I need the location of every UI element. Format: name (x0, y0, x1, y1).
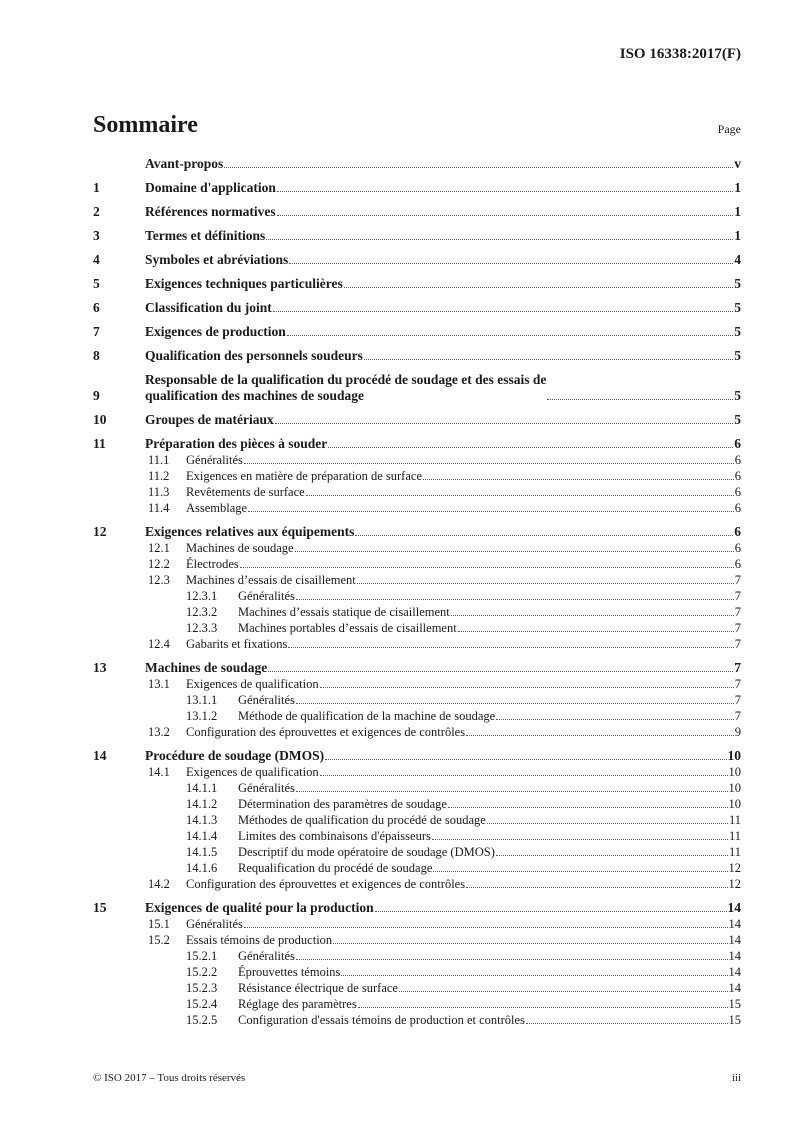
toc-entry-number: 10 (93, 412, 107, 427)
dot-leader (296, 703, 734, 704)
dot-leader (325, 759, 726, 760)
toc-entry[interactable] (93, 204, 741, 220)
toc-entry-number: 12.3 (148, 573, 170, 587)
toc-entry-page: 7 (734, 677, 741, 691)
toc-entry-title: Méthode de qualification de la machine de soudage (238, 709, 496, 723)
toc-entry-page: 14 (728, 917, 741, 931)
toc-entry-title: Responsable de la qualification du procédé de soudage et des essais de qualification des machines de soudage (145, 372, 547, 403)
toc-entry-title: Assemblage (186, 501, 248, 515)
toc-entry-page: 6 (734, 469, 741, 483)
page-column-label: Page (717, 122, 741, 136)
dot-leader (277, 215, 734, 216)
toc-entry-page: 6 (734, 436, 741, 451)
dot-leader (496, 855, 728, 856)
toc-entry-title: Machines d’essais statique de cisaillement (238, 605, 450, 619)
toc-entry[interactable] (93, 604, 741, 620)
toc-entry-page: 6 (734, 453, 741, 467)
toc-entry-title: Exigences de production (145, 324, 286, 339)
dot-leader (451, 615, 734, 616)
dot-leader (287, 335, 733, 336)
toc-entry[interactable] (93, 156, 741, 172)
dot-leader (526, 1023, 728, 1024)
toc-entry-number: 14.1.3 (186, 813, 218, 827)
toc-entry-number: 14.1 (148, 765, 170, 779)
toc-entry-title: Requalification du procédé de soudage (238, 861, 433, 875)
toc-entry[interactable] (93, 348, 741, 364)
toc-entry-page: 14 (728, 949, 741, 963)
dot-leader (248, 511, 734, 512)
toc-entry-page: 11 (728, 845, 741, 859)
toc-entry-page: 4 (734, 252, 741, 267)
toc-entry-title: Préparation des pièces à souder (145, 436, 328, 451)
toc-entry-page: 7 (734, 709, 741, 723)
toc-entry[interactable] (93, 828, 741, 844)
toc-entry-number: 14.1.4 (186, 829, 218, 843)
toc-entry-number: 13.1.2 (186, 709, 218, 723)
toc-entry-title: Exigences de qualification (186, 677, 319, 691)
dot-leader (487, 823, 728, 824)
toc-entry-number: 12.3.3 (186, 621, 218, 635)
toc-entry[interactable] (93, 540, 741, 556)
toc-entry-number: 4 (93, 252, 100, 267)
dot-leader (328, 447, 733, 448)
toc-entry-title: Éprouvettes témoins (238, 965, 341, 979)
toc-entry[interactable] (93, 452, 741, 468)
toc-entry[interactable] (93, 300, 741, 316)
toc-entry-page: 7 (734, 589, 741, 603)
toc-entry[interactable] (93, 860, 741, 876)
toc-entry[interactable] (93, 692, 741, 708)
toc-entry-page: 6 (734, 501, 741, 515)
toc-entry-title: Réglage des paramètres (238, 997, 357, 1011)
dot-leader (341, 975, 727, 976)
toc-entry[interactable] (93, 484, 741, 500)
dot-leader (433, 871, 727, 872)
dot-leader (268, 671, 733, 672)
toc-entry-title: Résistance électrique de surface (238, 981, 398, 995)
toc-entry-title: Références normatives (145, 204, 276, 219)
toc-entry-title: Détermination des paramètres de soudage (238, 797, 447, 811)
toc-entry-title: Symboles et abréviations (145, 252, 289, 267)
dot-leader (296, 959, 728, 960)
toc-entry-title: Généralités (186, 917, 243, 931)
dot-leader (244, 927, 728, 928)
toc-entry[interactable] (93, 748, 741, 764)
dot-leader (296, 791, 728, 792)
toc-entry[interactable] (93, 228, 741, 244)
toc-entry-number: 11 (93, 436, 106, 451)
toc-entry[interactable] (93, 964, 741, 980)
toc-entry-number: 13.1.1 (186, 693, 218, 707)
toc-entry-number: 14.1.6 (186, 861, 218, 875)
toc-entry-title: Généralités (238, 589, 295, 603)
toc-entry[interactable] (93, 252, 741, 268)
toc-entry-title: Configuration des éprouvettes et exigences de contrôles (186, 725, 466, 739)
toc-entry-title: Limites des combinaisons d'épaisseurs (238, 829, 431, 843)
toc-entry-title: Avant-propos (145, 156, 224, 171)
toc-entry-page: 1 (734, 204, 741, 219)
toc-entry-number: 15.2 (148, 933, 170, 947)
toc-entry-title: Électrodes (186, 557, 239, 571)
document-id: ISO 16338:2017(F) (619, 46, 741, 62)
toc-entry-page: 7 (734, 573, 741, 587)
toc-entry-page: 7 (734, 605, 741, 619)
dot-leader (275, 423, 734, 424)
toc-entry[interactable] (93, 724, 741, 740)
dot-leader (399, 991, 728, 992)
toc-entry-page: 7 (734, 693, 741, 707)
toc-entry-page: 1 (734, 228, 741, 243)
toc-entry-title: Termes et définitions (145, 228, 266, 243)
toc-entry-number: 14.2 (148, 877, 170, 891)
toc-entry-page: 15 (728, 997, 741, 1011)
toc-entry[interactable] (93, 948, 741, 964)
toc-entry-title: Exigences techniques particulières (145, 276, 343, 291)
toc-entry-title: Domaine d'application (145, 180, 276, 195)
toc-entry[interactable] (93, 180, 741, 196)
toc-entry-title: Méthodes de qualification du procédé de soudage (238, 813, 486, 827)
toc-entry[interactable] (93, 436, 741, 452)
toc-entry-page: 10 (728, 765, 741, 779)
toc-entry-page: 10 (728, 797, 741, 811)
toc-entry[interactable] (93, 468, 741, 484)
toc-entry-number: 14.1.1 (186, 781, 218, 795)
toc-entry-page: 5 (734, 276, 741, 291)
dot-leader (288, 647, 733, 648)
dot-leader (432, 839, 728, 840)
toc-entry-number: 5 (93, 276, 100, 291)
toc-entry[interactable] (93, 588, 741, 604)
footer-page-number: iii (731, 1072, 741, 1084)
toc-entry-number: 12.1 (148, 541, 170, 555)
toc-entry-number: 13 (93, 660, 107, 675)
dot-leader (296, 599, 734, 600)
toc-entry[interactable] (93, 996, 741, 1012)
toc-entry-page: 9 (734, 725, 741, 739)
toc-entry-title: Revêtements de surface (186, 485, 305, 499)
toc-entry-number: 12.2 (148, 557, 170, 571)
dot-leader (448, 807, 728, 808)
dot-leader (333, 943, 727, 944)
toc-entry-title: Machines portables d’essais de cisaillement (238, 621, 457, 635)
dot-leader (423, 479, 734, 480)
dot-leader (306, 495, 734, 496)
dot-leader (496, 719, 734, 720)
toc-entry-number: 12.3.1 (186, 589, 218, 603)
toc-entry-title: Procédure de soudage (DMOS) (145, 748, 325, 763)
toc-entry[interactable] (93, 764, 741, 780)
toc-entry-page: 7 (734, 660, 741, 675)
toc-entry-number: 11.1 (148, 453, 170, 467)
toc-entry-page: 5 (734, 412, 741, 427)
toc-entry-page: 14 (727, 900, 741, 915)
toc-entry-title: Groupes de matériaux (145, 412, 274, 427)
toc-entry[interactable] (93, 1012, 741, 1028)
toc-entry-number: 14.1.2 (186, 797, 218, 811)
toc-entry-title: Machines de soudage (186, 541, 294, 555)
table-of-contents (93, 156, 741, 1028)
toc-entry-title: Généralités (238, 693, 295, 707)
toc-entry[interactable] (93, 844, 741, 860)
toc-entry-page: 7 (734, 637, 741, 651)
toc-entry-number: 14.1.5 (186, 845, 218, 859)
toc-entry-number: 7 (93, 324, 100, 339)
dot-leader (364, 359, 733, 360)
toc-entry-number: 15.2.1 (186, 949, 218, 963)
toc-entry[interactable] (93, 812, 741, 828)
toc-entry[interactable] (93, 980, 741, 996)
toc-entry-number: 11.3 (148, 485, 170, 499)
toc-entry-page: 10 (728, 781, 741, 795)
dot-leader (458, 631, 734, 632)
toc-entry-title: Généralités (186, 453, 243, 467)
toc-entry[interactable] (93, 932, 741, 948)
toc-entry-page: 6 (734, 524, 741, 539)
dot-leader (277, 191, 733, 192)
toc-entry[interactable] (93, 876, 741, 892)
dot-leader (244, 463, 734, 464)
toc-entry-number: 3 (93, 228, 100, 243)
toc-entry-title: Essais témoins de production (186, 933, 333, 947)
toc-entry-title: Configuration des éprouvettes et exigences de contrôles (186, 877, 466, 891)
toc-entry-number: 2 (93, 204, 100, 219)
toc-entry-number: 13.2 (148, 725, 170, 739)
toc-entry-title: Qualification des personnels soudeurs (145, 348, 363, 363)
toc-entry-title: Classification du joint (145, 300, 272, 315)
toc-entry-page: 7 (734, 621, 741, 635)
toc-entry[interactable] (93, 916, 741, 932)
toc-entry-title: Exigences relatives aux équipements (145, 524, 355, 539)
toc-entry-page: 1 (734, 180, 741, 195)
dot-leader (466, 887, 727, 888)
toc-entry-number: 9 (93, 388, 100, 403)
toc-entry-page: 12 (728, 861, 741, 875)
toc-entry[interactable] (93, 676, 741, 692)
dot-leader (224, 167, 733, 168)
toc-entry-page: 5 (734, 348, 741, 363)
toc-entry[interactable] (93, 660, 741, 676)
toc-entry[interactable] (93, 572, 741, 588)
toc-entry[interactable] (93, 556, 741, 572)
toc-entry-number: 15 (93, 900, 107, 915)
toc-entry[interactable] (93, 780, 741, 796)
toc-entry-page: 6 (734, 541, 741, 555)
toc-entry-number: 15.2.3 (186, 981, 218, 995)
dot-leader (295, 551, 734, 552)
toc-entry-page: 6 (734, 485, 741, 499)
toc-entry-number: 15.2.5 (186, 1013, 218, 1027)
toc-entry-title: Gabarits et fixations (186, 637, 288, 651)
toc-entry-page: 5 (734, 300, 741, 315)
page-title: Sommaire (93, 112, 198, 138)
toc-entry-title: Machines d’essais de cisaillement (186, 573, 356, 587)
toc-entry-title: Machines de soudage (145, 660, 268, 675)
toc-entry-title: Descriptif du mode opératoire de soudage (DMOS) (238, 845, 495, 859)
dot-leader (273, 311, 733, 312)
dot-leader (466, 735, 734, 736)
toc-entry-title: Exigences en matière de préparation de surface (186, 469, 422, 483)
toc-entry-title: Généralités (238, 781, 295, 795)
toc-entry-page: 5 (734, 324, 741, 339)
toc-entry-number: 13.1 (148, 677, 170, 691)
toc-entry-title: Configuration d'essais témoins de production et contrôles (238, 1013, 525, 1027)
toc-entry-title: Généralités (238, 949, 295, 963)
dot-leader (547, 399, 733, 400)
toc-entry-number: 11.2 (148, 469, 170, 483)
toc-entry[interactable] (93, 324, 741, 340)
toc-entry-number: 6 (93, 300, 100, 315)
toc-entry[interactable] (93, 636, 741, 652)
dot-leader (355, 535, 733, 536)
toc-entry-number: 1 (93, 180, 100, 195)
toc-entry[interactable] (93, 524, 741, 540)
toc-entry[interactable] (93, 372, 741, 404)
toc-entry[interactable] (93, 620, 741, 636)
toc-entry-page: v (734, 156, 741, 171)
toc-entry-page: 11 (728, 813, 741, 827)
toc-entry[interactable] (93, 796, 741, 812)
toc-entry-page: 11 (728, 829, 741, 843)
dot-leader (320, 687, 734, 688)
footer-copyright: © ISO 2017 – Tous droits réservés (93, 1072, 246, 1084)
toc-entry[interactable] (93, 708, 741, 724)
toc-entry-number: 15.2.2 (186, 965, 218, 979)
toc-entry-number: 12 (93, 524, 107, 539)
toc-entry-title: Exigences de qualification (186, 765, 319, 779)
toc-entry-number: 14 (93, 748, 107, 763)
toc-entry-page: 14 (728, 965, 741, 979)
dot-leader (375, 911, 727, 912)
toc-entry-page: 12 (728, 877, 741, 891)
toc-entry-page: 6 (734, 557, 741, 571)
toc-entry-page: 14 (728, 981, 741, 995)
toc-entry[interactable] (93, 500, 741, 516)
toc-entry[interactable] (93, 412, 741, 428)
toc-entry-page: 14 (728, 933, 741, 947)
dot-leader (358, 1007, 728, 1008)
dot-leader (357, 583, 734, 584)
dot-leader (344, 287, 734, 288)
toc-entry-page: 5 (734, 388, 741, 403)
toc-entry-number: 12.3.2 (186, 605, 218, 619)
dot-leader (289, 263, 733, 264)
dot-leader (320, 775, 728, 776)
toc-entry[interactable] (93, 900, 741, 916)
toc-entry-number: 11.4 (148, 501, 170, 515)
toc-entry-number: 15.2.4 (186, 997, 218, 1011)
toc-entry-number: 15.1 (148, 917, 170, 931)
toc-entry-number: 12.4 (148, 637, 170, 651)
toc-entry-page: 10 (727, 748, 741, 763)
toc-entry-number: 8 (93, 348, 100, 363)
toc-entry-page: 15 (728, 1013, 741, 1027)
toc-entry-title: Exigences de qualité pour la production (145, 900, 374, 915)
dot-leader (266, 239, 733, 240)
toc-entry[interactable] (93, 276, 741, 292)
dot-leader (240, 567, 734, 568)
